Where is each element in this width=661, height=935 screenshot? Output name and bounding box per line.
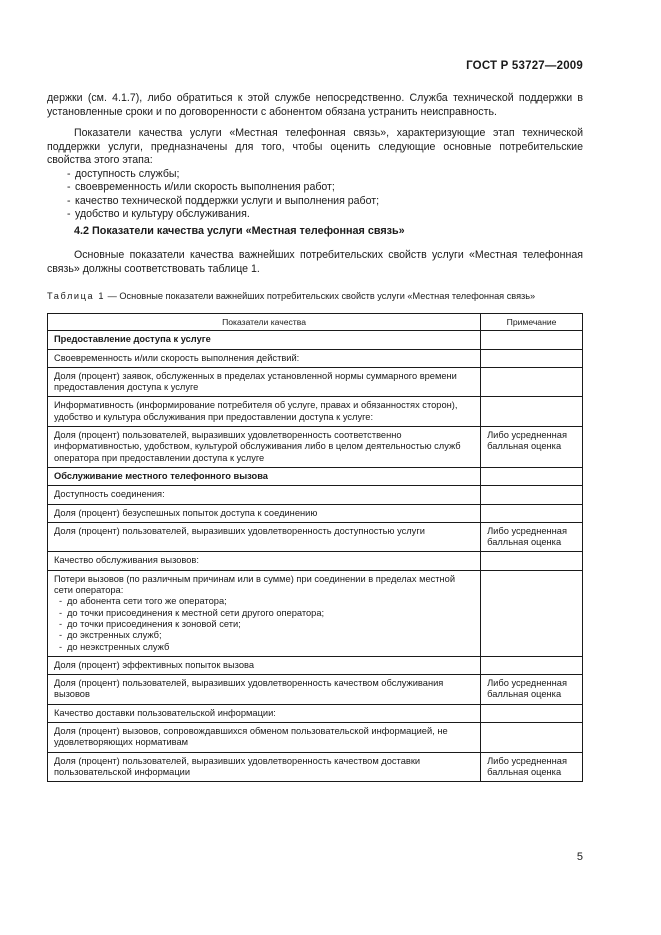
document-standard-number: ГОСТ Р 53727—2009 [466,60,583,72]
table-row [48,552,583,570]
list-item: - качество технической поддержки услуги и выполнения работ; [47,195,583,209]
list-item: - удобство и культуру обслуживания. [47,208,583,222]
table-caption-label: Таблица 1 [47,291,106,301]
table-cell-note [481,486,583,504]
table-header-row [48,314,583,331]
table-cell-note [481,570,583,656]
table-cell-note [481,467,583,485]
list-item: - до неэкстренных служб [54,642,474,653]
list-item: - до абонента сети того же оператора; [54,596,474,607]
paragraph-table-reference: Основные показатели качества важнейших потребительских свойств услуги «Местная телефонная связь» должны соответствовать таблице 1. [47,249,583,275]
paragraph-continued: держки (см. 4.1.7), либо обратиться к этой службе непосредственно. Служба технической поддержки в установленные сроки и по договоренности с абонентом обязана устранить неисправность. [47,92,583,118]
properties-list [47,168,583,222]
section-heading: 4.2 Показатели качества услуги «Местная телефонная связь» [74,225,405,237]
list-item: - доступность службы; [47,168,583,182]
list-item: - до точки присоединения к местной сети другого оператора; [54,608,474,619]
list-item: - до экстренных служб; [54,630,474,641]
table-cell-note: Либо усредненная балльная оценка [481,427,583,468]
table-cell-indicator [48,570,481,656]
table-cell-indicator: Доля (процент) пользователей, выразивших удовлетворенность доступностью услуги [48,522,481,552]
table-cell-note [481,331,583,349]
table-row [48,675,583,705]
table-row [48,704,583,722]
table-cell-note [481,397,583,427]
table-row [48,486,583,504]
table-row [48,397,583,427]
table-cell-text: Потери вызовов (по различным причинам или в сумме) при соединении в пределах местной сети оператора: [54,573,456,596]
table-cell-note [481,367,583,397]
table-row [48,367,583,397]
table-cell-indicator: Предоставление доступа к услуге [48,331,481,349]
table-cell-indicator: Информативность (информирование потребителя об услуге, правах и обязанностях сторон), удобство и культура обслуживания при предоставлении доступа к услуге: [48,397,481,427]
table-cell-indicator: Доля (процент) эффективных попыток вызова [48,656,481,674]
table-cell-indicator: Доступность соединения: [48,486,481,504]
body-text-block [47,92,583,222]
table-cell-indicator: Доля (процент) пользователей, выразивших удовлетворенность качеством обслуживания вызовов [48,675,481,705]
table-row [48,331,583,349]
list-item: - до точки присоединения к зоновой сети; [54,619,474,630]
table-cell-indicator: Качество обслуживания вызовов: [48,552,481,570]
table-cell-note [481,349,583,367]
table-cell-note [481,704,583,722]
table-cell-indicator: Обслуживание местного телефонного вызова [48,467,481,485]
table-row [48,427,583,468]
table-cell-indicator: Своевременность и/или скорость выполнения действий: [48,349,481,367]
list-item: - своевременность и/или скорость выполнения работ; [47,181,583,195]
quality-indicators-table [47,313,583,782]
table-cell-indicator: Доля (процент) пользователей, выразивших удовлетворенность качеством доставки пользовательской информации [48,752,481,782]
table-row [48,349,583,367]
table-row [48,504,583,522]
table-cell-indicator: Доля (процент) безуспешных попыток доступа к соединению [48,504,481,522]
table-cell-note [481,723,583,753]
table-cell-note [481,504,583,522]
table-row [48,752,583,782]
table-row [48,522,583,552]
table-row [48,570,583,656]
body-text-block-2 [47,249,583,276]
table-cell-indicator: Доля (процент) пользователей, выразивших удовлетворенность соответственно информативностью, удобством, культурой обслуживания либо в целом деятельностью служб оператора при предоставлении доступа к услуге [48,427,481,468]
table-cell-indicator: Доля (процент) вызовов, сопровождавшихся обменом пользовательской информацией, не удовлетворяющих нормативам [48,723,481,753]
table-caption [47,291,535,301]
table-cell-indicator: Качество доставки пользовательской информации: [48,704,481,722]
table-cell-note: Либо усредненная балльная оценка [481,675,583,705]
table-cell-indicator: Доля (процент) заявок, обслуженных в пределах установленной нормы суммарного времени предоставления доступа к услуге [48,367,481,397]
call-loss-list [54,596,474,652]
column-header-indicators: Показатели качества [48,314,481,331]
page-number: 5 [576,851,583,863]
table-cell-note: Либо усредненная балльная оценка [481,752,583,782]
table-cell-note: Либо усредненная балльная оценка [481,522,583,552]
column-header-note: Примечание [481,314,583,331]
table-cell-note [481,656,583,674]
table-caption-text: — Основные показатели важнейших потребительских свойств услуги «Местная телефонная связь» [105,291,536,301]
table-row [48,467,583,485]
table-cell-note [481,552,583,570]
table-row [48,723,583,753]
paragraph-quality-indicators: Показатели качества услуги «Местная телефонная связь», характеризующие этап технической поддержки услуги, предназначены для того, чтобы оценить следующие основные потребительские свойства этого этапа: [47,127,583,166]
table-row [48,656,583,674]
